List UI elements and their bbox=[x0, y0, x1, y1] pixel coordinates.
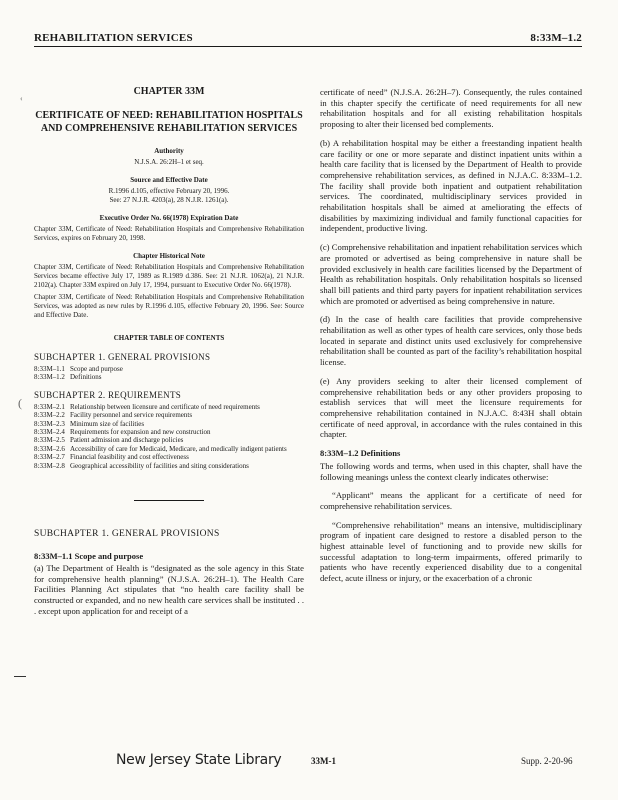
source-line-2: See: 27 N.J.R. 4203(a), 28 N.J.R. 1261(a). bbox=[109, 196, 229, 204]
definition-applicant: “Applicant” means the applicant for a certificate of need for comprehensive rehabilitation services. bbox=[320, 490, 582, 511]
paragraph-a: (a) The Department of Health is “designated as the sole agency in this State for comprehensive health planning” (N.J.S.A. 26:2H–1). The Health Care Facilities Planning Act stipulates that “no health care facility shall be constructed or expanded, and no new health care services shall be instituted . . . except upon application for and receipt of a bbox=[34, 563, 304, 616]
toc-item-number: 8:33M–2.1 bbox=[34, 402, 65, 411]
toc-item-title: Relationship between licensure and certificate of need requirements bbox=[70, 402, 260, 411]
paragraph-a-continued: certificate of need” (N.J.S.A. 26:2H–7). Consequently, the rules contained in this chapter specify the certificate of need requirements for all new rehabilitation hospitals and for all existing rehabilitation hospitals proposing to alter their licensed bed complements. bbox=[320, 87, 582, 130]
toc-item-number: 8:33M–2.6 bbox=[34, 444, 65, 453]
toc-heading: CHAPTER TABLE OF CONTENTS bbox=[113, 334, 225, 342]
toc-item-number: 8:33M–1.1 bbox=[34, 365, 65, 373]
paragraph-d: (d) In the case of health care facilities that provide comprehensive rehabilitation as well as other types of health care services, only those beds located in separate and distinct units used exclusively for comprehensive rehabilitation shall be counted as part of the facility’s rehabilitation hospital license. bbox=[320, 314, 582, 368]
margin-tick-mark: ‹ bbox=[20, 94, 23, 103]
toc-subchapter-1-list bbox=[34, 365, 304, 382]
toc-item-number: 8:33M–1.2 bbox=[34, 373, 65, 382]
toc-subchapter-1-title: SUBCHAPTER 1. GENERAL PROVISIONS bbox=[34, 352, 211, 362]
executive-order-text: Chapter 33M, Certificate of Need: Rehabilitation Hospitals and Comprehensive Rehabilitation Services, expires on February 20, 1998. bbox=[34, 225, 304, 242]
source-heading: Source and Effective Date bbox=[130, 176, 208, 184]
definition-comprehensive-rehabilitation: “Comprehensive rehabilitation” means an intensive, multidisciplinary program of inpatient care designed to restore a disabled person to the highest attainable level of functioning and to provide new skills for successful adaptation to long-term impairments, offered primarily to patients who have recently experienced disability due to a congenital defect, acute illness or injury, or the exacerbation of a chronic bbox=[320, 519, 582, 584]
toc-item-title: Requirements for expansion and new construction bbox=[70, 428, 211, 437]
toc-item bbox=[34, 428, 304, 436]
toc-item-title: Financial feasibility and cost effectiveness bbox=[70, 453, 189, 462]
executive-order-heading: Executive Order No. 66(1978) Expiration Date bbox=[99, 214, 239, 222]
library-stamp: New Jersey State Library bbox=[116, 752, 282, 768]
toc-item bbox=[34, 462, 304, 470]
paragraph-b: (b) A rehabilitation hospital may be either a freestanding inpatient health care facility or one or more separate and distinct inpatient units within a health care facility that is licensed by the Department of Health to provide comprehensive rehabilitation services, as defined in N.J.A.C. 8:33M–1.2. The facility shall provide both inpatient and outpatient rehabilitation services. The coordinated, multidisciplinary services provided in rehabilitation hospitals shall be aimed at ameliorating the effects of disabilities by maximizing individual and family functional capacities for independent, productive living. bbox=[320, 137, 582, 234]
left-column bbox=[34, 86, 304, 625]
toc-subchapter-2-title: SUBCHAPTER 2. REQUIREMENTS bbox=[34, 389, 182, 400]
toc-item-number: 8:33M–2.7 bbox=[34, 453, 65, 462]
authority-heading: Authority bbox=[154, 147, 184, 155]
toc-item-number: 8:33M–2.3 bbox=[34, 419, 65, 428]
supplement-date: Supp. 2-20-96 bbox=[521, 756, 573, 766]
section-1-2-heading: 8:33M–1.2 Definitions bbox=[320, 448, 401, 459]
toc-item-title: Scope and purpose bbox=[70, 365, 123, 373]
toc-item bbox=[34, 403, 304, 411]
executive-order-block bbox=[34, 214, 304, 243]
section-1-1-heading: 8:33M–1.1 Scope and purpose bbox=[34, 551, 144, 562]
chapter-title: CERTIFICATE OF NEED: REHABILITATION HOSPITALS AND COMPREHENSIVE REHABILITATION SERVICES bbox=[35, 110, 303, 134]
toc-item bbox=[34, 420, 304, 428]
toc-item bbox=[34, 436, 304, 444]
toc-item-title: Accessibility of care for Medicaid, Medicare, and medically indigent patients bbox=[70, 444, 287, 453]
toc-item bbox=[34, 411, 304, 419]
toc-item-number: 8:33M–2.8 bbox=[34, 461, 65, 470]
chapter-number: CHAPTER 33M bbox=[133, 86, 205, 97]
page-number: 33M-1 bbox=[311, 756, 336, 766]
toc-item-number: 8:33M–2.2 bbox=[34, 411, 65, 420]
toc-item bbox=[34, 453, 304, 461]
source-block bbox=[34, 176, 304, 205]
header-section-number: 8:33M–1.2 bbox=[530, 32, 582, 44]
toc-item-title: Minimum size of facilities bbox=[70, 419, 145, 428]
toc-item-number: 8:33M–2.4 bbox=[34, 428, 65, 437]
historical-note-heading: Chapter Historical Note bbox=[133, 252, 205, 260]
toc-item-title: Facility personnel and service requirements bbox=[70, 411, 193, 420]
margin-bracket-mark: ( bbox=[18, 396, 22, 410]
historical-note-paragraph-1: Chapter 33M, Certificate of Need: Rehabilitation Hospitals and Comprehensive Rehabilitation Services became effective July 17, 1989 as R.1989 d.386. See: 21 N.J.R. 1062(a), 21 N.J.R. 2102(a). Chapter 33M expired on July 17, 1994, pursuant to Executive Order No. 66(1978). bbox=[34, 263, 304, 289]
authority-text: N.J.S.A. 26:2H–1 et seq. bbox=[134, 158, 204, 166]
paragraph-e: (e) Any providers seeking to alter their licensed complement of comprehensive rehabilitation beds or any other providers proposing to establish services that will meet the licensure requirements for comprehensive rehabilitation contained in N.J.A.C. 8:43H shall obtain certificate of need approval, in accordance with the rules contained in this chapter. bbox=[320, 375, 582, 440]
margin-dash-mark bbox=[14, 676, 26, 677]
section-divider bbox=[134, 500, 204, 501]
toc-item-title: Patient admission and discharge policies bbox=[70, 436, 184, 445]
toc-item bbox=[34, 445, 304, 453]
toc-item bbox=[34, 373, 304, 381]
toc-item-number: 8:33M–2.5 bbox=[34, 436, 65, 445]
subchapter-1-heading: SUBCHAPTER 1. GENERAL PROVISIONS bbox=[34, 529, 220, 540]
toc-item-title: Geographical accessibility of facilities and siting considerations bbox=[70, 461, 249, 470]
paragraph-c: (c) Comprehensive rehabilitation and inpatient rehabilitation services which are promoted or advertised as being comprehensive in nature shall be provided exclusively in health care facilities licensed by the Department of Health as rehabilitation hospitals. Only rehabilitation hospitals so licensed shall bill patients and third party payers for inpatient rehabilitation services which are promoted or advertised as being comprehensive in nature. bbox=[320, 242, 582, 306]
page-footer bbox=[0, 752, 618, 774]
toc-item bbox=[34, 365, 304, 373]
section-1-1-body bbox=[34, 563, 304, 617]
source-line-1: R.1996 d.105, effective February 20, 1996. bbox=[108, 187, 230, 195]
toc-item-title: Definitions bbox=[70, 373, 102, 382]
header-rule bbox=[34, 46, 582, 47]
running-header bbox=[34, 26, 582, 44]
historical-note-block bbox=[34, 252, 304, 320]
authority-block bbox=[34, 147, 304, 167]
header-title: REHABILITATION SERVICES bbox=[34, 32, 193, 44]
toc-subchapter-2-list bbox=[34, 403, 304, 470]
definitions-intro: The following words and terms, when used in this chapter, shall have the following meanings unless the context clearly indicates otherwise: bbox=[320, 460, 582, 482]
right-column bbox=[320, 87, 582, 592]
historical-note-paragraph-2: Chapter 33M, Certificate of Need: Rehabilitation Hospitals and Comprehensive Rehabilitation Services, was adopted as new rules by R.1996 d.105, effective February 20, 1996. See: Source and Effective Date. bbox=[34, 293, 304, 319]
